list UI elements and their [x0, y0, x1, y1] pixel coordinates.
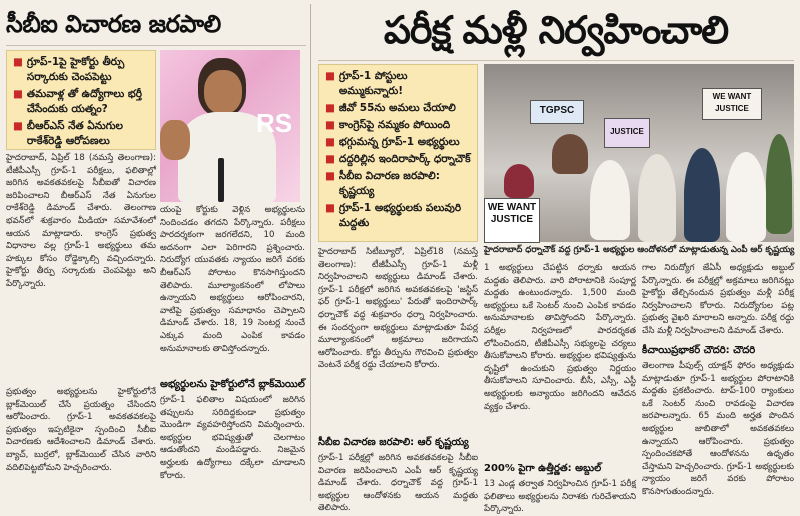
placard: JUSTICE — [604, 118, 650, 148]
left-subhead: అభ్యర్థులను హైకోర్టులోనే బ్లాక్‌మెయిల్ — [160, 379, 305, 390]
highlight-item: ■ కాంగ్రెస్‌పై నమ్మకం పోయింది — [325, 119, 451, 131]
divider — [6, 45, 306, 46]
right-subhead-2: 200% పైగా ఉత్తీర్ణత: అబ్దుల్ — [484, 463, 602, 474]
highlight-item: ■ బీఆర్ఎస్ నేత ఏనుగుల రాకేశ్‌రెడ్డి ఆరోపణలు — [13, 120, 123, 147]
protester — [638, 154, 676, 242]
highlight-item: ■ గ్రూప్-1 అభ్యర్థులకు పలువురి మద్దతు — [325, 202, 462, 229]
right-col3-text: గాల నిరుద్యోగ జేఏసీ అధ్యక్షుడు అబ్దుల్ పేర్కొన్నారు. ఈ పరీక్షల్లో అక్రమాలు జరిగినట్లు హైకోర్టు తేల్చినందున ప్రభుత్వం మళ్లీ పరీక్ష నిర్వహించాలని కోరారు. నిరుద్యోగుల పట్ల ప్రభుత్వ వైఖరి మారాలని అన్నారు. పరీక్ష రద్దు చేసి మళ్లీ నిర్వహించాలని డిమాండ్ చేశారు. — [642, 263, 794, 336]
divider — [318, 60, 794, 61]
speaker-hand — [160, 120, 190, 160]
left-col2-bottom: గ్రూప్-1 ఫలితాల విషయంలో జరిగిన తప్పులను సరిదిద్దకుండా ప్రభుత్వం మొండిగా వ్యవహరిస్తోందని విమర్శించారు. అభ్యర్థుల భవిష్యత్తుతో చెలగాటం ఆడుతోందని మండిపడ్డారు. నిజమైన అర్హులకు ఉద్యోగాలు దక్కేలా చూడాలని కోరారు. — [160, 395, 305, 481]
placard: WE WANT JUSTICE — [702, 88, 762, 120]
protester — [726, 152, 766, 242]
right-subhead-3: కీచాయిప్రభాకర్ చౌదరి: చౌదరి — [642, 345, 756, 356]
placard: TGPSC — [530, 100, 584, 124]
left-col2-text: యంపై కోర్టుకు వెళ్లిన అభ్యర్థులను నిందించడం తగదని పేర్కొన్నారు. పరీక్షలు పారదర్శకంగా జరగలేదని, 10 మంది అదనంగా ఎలా పెరిగారని ప్రశ్నించారు. నిరుద్యోగ యువతకు న్యాయం జరిగే వరకు బీఆర్ఎస్ పోరాటం కొనసాగిస్తుందని తెలిపారు. మూల్యాంకనంలో లోపాలు ఉన్నాయని అభ్యర్థులు ఆరోపించారని, వాటిపై ప్రభుత్వం సమాధానం చెప్పాలని డిమాండ్ చేశారు. 18, 19 సెంటర్ల నుంచే ఎక్కువ మంది ఎంపిక కావడం అనుమానాలకు తావిస్తోందన్నారు. — [160, 205, 305, 354]
right-col1-text: హైదరాబాద్ సిటీబ్యూరో, ఏప్రిల్18 (నమస్తే తెలంగాణ): టీజీపీఎస్సీ గ్రూప్-1 మళ్లీ నిర్వహించాలని అభ్యర్థులు డిమాండ్ చేశారు. గ్రూప్-1 పరీక్షలో జరిగిన అవకతవకలపై 'జస్టిస్ ఫర్ గ్రూప్-1 అభ్యర్థులు' పేరుతో ఇందిరాపార్క్ ధర్నాచౌక్ వద్ద శుక్రవారం ధర్నా నిర్వహించారు. ఈ సందర్భంగా అభ్యర్థులు మాట్లాడుతూ పేపర్ల మూల్యాంకనంలో అక్రమాలు జరిగాయని ఆరోపించారు. కోర్టు తీర్పును గౌరవించి ప్రభుత్వం వెంటనే పరీక్ష రద్దు చేయాలని కోరారు. — [318, 247, 478, 371]
speaker-face — [204, 70, 242, 114]
highlight-item: ■ తమవాళ్ల తో ఉద్యోగాలు భర్తీ చేసేందుకు యత్నం? — [13, 88, 143, 115]
microphone — [218, 158, 224, 202]
highlight-item: ■ సీబీఐ విచారణ జరపాలి: కృష్ణయ్య — [325, 170, 440, 197]
left-highlights-box — [6, 50, 156, 150]
right-col1-bottom: గ్రూప్-1 పరీక్షల్లో జరిగిన అవకతవకలపై సీబీఐ విచారణ జరిపించాలని ఎంపీ ఆర్ కృష్ణయ్య డిమాండ్ చేశారు. ధర్నాచౌక్ వద్ద గ్రూప్-1 అభ్యర్థుల ఆందోళనకు ఆయన మద్దతు తెలిపారు. — [318, 453, 478, 514]
photo-caption: హైదరాబాద్ ధర్నాచౌక్ వద్ద గ్రూప్-1 అభ్యర్థుల ఆందోళనలో మాట్లాడుతున్న ఎంపీ ఆర్ కృష్ణయ్య — [484, 245, 795, 255]
left-headline: సీబీఐ విచారణ జరపాలి — [6, 10, 221, 38]
protest-photo — [484, 64, 794, 242]
column-divider — [310, 4, 311, 501]
banner-text: RS — [256, 108, 293, 138]
right-col2-bottom: 13 ఎండ్ల తర్వాత నిర్వహించిన గ్రూప్-1 పరీక్ష ఫలితాలు అభ్యర్థులను నిరాశకు గురిచేశాయని పేర్కొన్నారు. — [484, 479, 636, 515]
right-headline: పరీక్ష మళ్లీ నిర్వహించాలి — [383, 8, 729, 52]
protester — [684, 148, 720, 242]
protester — [590, 160, 630, 240]
protester — [552, 134, 588, 174]
speaker-photo — [160, 50, 300, 202]
right-highlights-box — [318, 64, 478, 242]
highlight-item: ■ గ్రూప్-1 పోస్టులు అమ్ముకున్నారు! — [325, 70, 408, 97]
right-col2-text: 1 అభ్యర్థులు చేపట్టిన ధర్నాకు ఆయన మద్దతు తెలిపారు. వారి పోరాటానికి సంపూర్ణ మద్దతు ఉంటుందన్నారు. 1,500 మంది అభ్యర్థులు ఒకే సెంటర్ నుంచి ఎంపిక కావడం అనుమానాలకు తావిస్తోందని పేర్కొన్నారు. పరీక్షల నిర్వహణలో పారదర్శకత లోపించిందని, టీజీపీఎస్సీ సభ్యులపై చర్యలు తీసుకోవాలని కోరారు. అభ్యర్థుల భవిష్యత్తును దృష్టిలో ఉంచుకుని ప్రభుత్వం నిర్ణయం తీసుకోవాలని సూచించారు. బీసీ, ఎస్సీ, ఎస్టీ అభ్యర్థులకు అన్యాయం జరిగిందని ఆవేదన వ్యక్తం చేశారు. — [484, 263, 636, 412]
right-col3-bottom: తెలంగాణ పీపుల్స్ యాక్షన్ ఫోరం అధ్యక్షుడు మాట్లాడుతూ గ్రూప్-1 అభ్యర్థుల పోరాటానికి మద్దతు ప్రకటించారు. టాప్-100 ర్యాంకులు ఒకే సెంటర్ నుంచి రావడంపై విచారణ జరపాలన్నారు. 65 మంది అర్హత పొందిన అభ్యర్థుల జాబితాలో అవకతవకలు ఉన్నాయని ఆరోపించారు. ప్రభుత్వం స్పందించకపోతే ఆందోళనను ఉధృతం చేస్తామని హెచ్చరించారు. గ్రూప్-1 అభ్యర్థులకు న్యాయం జరిగే వరకు పోరాటం కొనసాగుతుందన్నారు. — [642, 361, 794, 497]
left-col1-bottom: ప్రభుత్వం అభ్యర్థులను హైకోర్టులోనే బ్లాక్‌మెయిల్ చేసే ప్రయత్నం చేసిందని ఆరోపించారు. గ్రూప్-1 అవకతవకలపై ప్రభుత్వం ఇప్పటికైనా స్పందించి సీబీఐ విచారణకు ఆదేశించాలని డిమాండ్ చేశారు. బ్యాచ్, బుర్రలో, బ్లాక్‌మెయిల్ చేసిన వారిని వదిలిపెట్టబోమని హెచ్చరించారు. — [6, 387, 156, 473]
highlight-item: ■ భగ్గుమన్న గ్రూప్-1 అభ్యర్థులు — [325, 136, 460, 148]
protester — [766, 134, 792, 234]
highlight-item: ■ జీవో 55ను అమలు చేయాలి — [325, 102, 456, 114]
highlight-item: ■ గ్రూప్-1పై హైకోర్టు తీర్పు సర్కారుకు చెంపపెట్టు — [13, 56, 125, 83]
protester — [504, 164, 534, 198]
right-subhead: సీబీఐ విచారణ జరపాలి: ఆర్ కృష్ణయ్య — [318, 437, 469, 448]
highlight-item: ■ దద్దరిల్లిన ఇందిరాపార్క్ ధర్నాచౌక్ — [325, 153, 471, 165]
left-col1-text: హైదరాబాద్, ఏప్రిల్ 18 (నమస్తే తెలంగాణ): టీజీపీఎస్సీ గ్రూప్-1 పరీక్షలు, ఫలితాల్లో జరిగిన అవకతవకలపై సీబీఐతో విచారణ జరిపించాలని బీఆర్ఎస్ నేత ఏనుగుల రాకేశ్‌రెడ్డి డిమాండ్ చేశారు. తెలంగాణ భవన్‌లో శుక్రవారం మీడియా సమావేశంలో ఆయన మాట్లాడారు. కాంగ్రెస్ ప్రభుత్వ విధానాల వల్ల గ్రూప్-1 అభ్యర్థులు తమ హక్కుల కోసం రోడ్డెక్కాల్సి వచ్చిందన్నారు. హైకోర్టు తీర్పు సర్కారుకు చెంపపెట్టు అని పేర్కొన్నారు. — [6, 153, 156, 289]
placard: WE WANT JUSTICE — [484, 198, 540, 243]
